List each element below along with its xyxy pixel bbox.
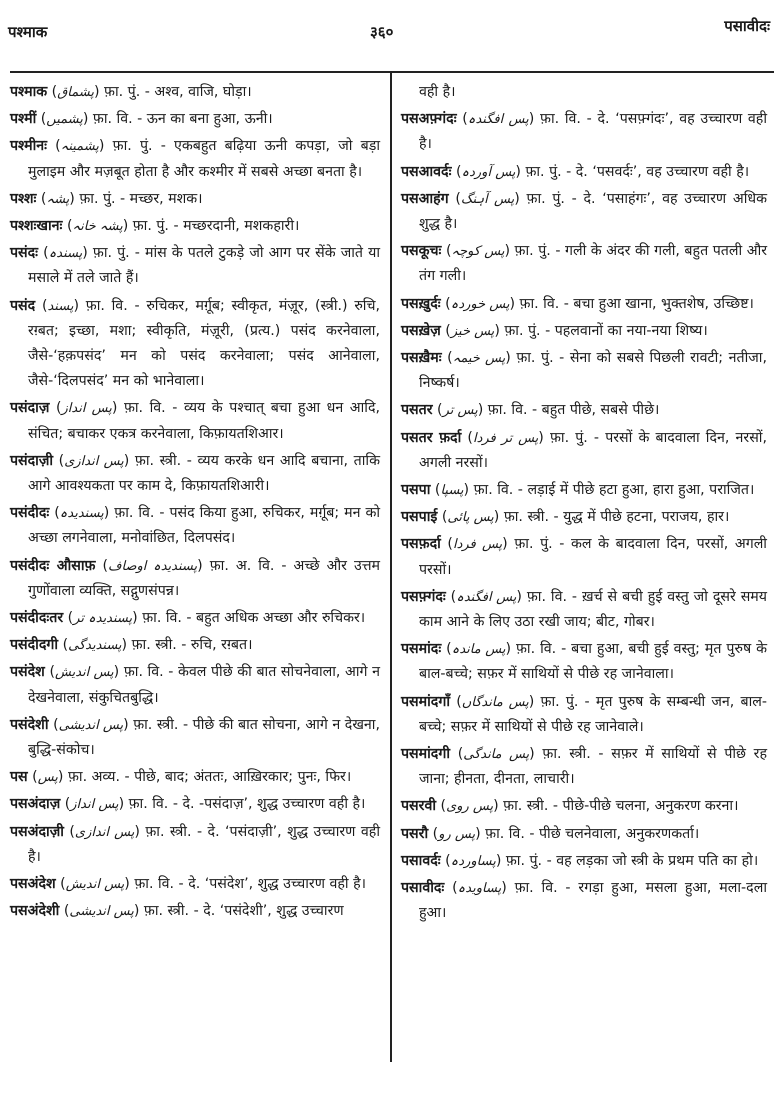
dictionary-entry: पश्शः (پشہ) फ़ा. पुं. - मच्छर, मशक। xyxy=(10,190,203,207)
dictionary-entry: पसअंदाज़ (پس انداز) फ़ा. वि. - दे. -पसंदाज़’, शुद्ध उच्चारण वही है। xyxy=(10,796,366,813)
entry-urdu-spelling: پسندہ xyxy=(48,246,83,262)
entry-gloss: फ़ा. वि. - रगड़ा हुआ, मसला हुआ, मला-दला हुआ। xyxy=(419,880,767,922)
entry-headword: पसरवी xyxy=(401,798,437,815)
dictionary-entry: पसतर फ़र्दा (پس تر فردا) फ़ा. पुं. - परसों के बादवाला दिन, नरसों, अगली नरसों। xyxy=(401,429,767,471)
dictionary-entry: पश्शःखानः (پشہ خانہ) फ़ा. पुं. - मच्छरदानी, मशकहारी। xyxy=(10,218,300,235)
page-number: ३६० xyxy=(370,23,394,41)
header-rule xyxy=(10,71,774,73)
entry-urdu-spelling: پس اندیشی xyxy=(69,904,134,920)
dictionary-entry: पसावर्दः (پساوردہ) फ़ा. पुं. - वह लड़का जो स्त्री के प्रथम पति का हो। xyxy=(401,852,759,869)
dictionary-entry: पसमांदगाँ (پس ماندگاں) फ़ा. पुं. - मृत पुरुष के सम्बन्धी जन, बाल-बच्चे; सफ़र में साथियों से पीछे रह जानेवाले। xyxy=(401,693,768,735)
entry-urdu-spelling: پشہ خانہ xyxy=(72,219,123,235)
dictionary-entry: पसकूचः (پس کوچہ) फ़ा. पुं. - गली के अंदर की गली, बहुत पतली और तंग गली। xyxy=(401,243,768,285)
entry-gloss: फ़ा. पुं. - मांस के पतले टुकड़े जो आग पर सेंके जाते या मसाले में तले जाते हैं। xyxy=(28,245,380,287)
dictionary-entry: पसमांदगी (پس ماندگی) फ़ा. स्त्री. - सफ़र में साथियों से पीछे रह जाना; हीनता, दीनता, लाचारी। xyxy=(401,746,768,788)
dictionary-entry: पसंदाज़ (پس انداز) फ़ा. वि. - व्यय के पश्चात् बचा हुआ धन आदि, संचित; बचाकर एकत्र करनेवाला, किफ़ायतशिआर। xyxy=(10,400,381,442)
entry-urdu-spelling: پسندیدہ اوصاف xyxy=(108,558,198,574)
entry-gloss: फ़ा. वि. - बहुत अधिक अच्छा और रुचिकर। xyxy=(142,610,366,627)
entry-urdu-spelling: پس افگندہ xyxy=(456,589,517,605)
dictionary-entry: पसआहंग (پس آہنگ) फ़ा. पुं. - दे. ‘पसाहंगः’, वह उच्चारण अधिक शुद्ध है। xyxy=(401,190,767,233)
dictionary-entry: पसमांदः (پس ماندہ) फ़ा. वि. - बचा हुआ, बची हुई वस्तु; मृत पुरुष के बाल-बच्चे; सफ़र में साथियों से पीछे रह जानेवाला। xyxy=(401,641,768,683)
entry-urdu-spelling: پشمینہ xyxy=(60,139,99,155)
entry-urdu-spelling: پس xyxy=(37,770,58,786)
dictionary-entry: पश्मीं (پشمیں) फ़ा. वि. - ऊन का बना हुआ, ऊनी। xyxy=(10,111,273,128)
entry-headword: पसमांदः xyxy=(401,641,442,658)
entry-gloss: फ़ा. अ. वि. - अच्छे और उत्तम गुणोंवाला व्यक्ति, सद्गुणसंपन्न। xyxy=(28,557,381,599)
entry-gloss: फ़ा. स्त्री. - दे. ‘पसंदाज़ी’, शुद्ध उच्चारण वही है। xyxy=(28,823,380,865)
entry-urdu-spelling: پس پائی xyxy=(447,510,494,526)
entry-gloss: फ़ा. वि. - पीछे चलनेवाला, अनुकरणकर्ता। xyxy=(485,825,700,842)
dictionary-entry: पसपा (پسپا) फ़ा. वि. - लड़ाई में पीछे हटा हुआ, हारा हुआ, पराजित। xyxy=(401,482,755,499)
dictionary-entry: पसख़ेज़ (پس خیز) फ़ा. पुं. - पहलवानों का नया-नया शिष्य। xyxy=(401,322,708,339)
entry-gloss: फ़ा. वि. - बचा हुआ खाना, भुक्तशेष, उच्छिष्ट। xyxy=(519,295,754,312)
entry-urdu-spelling: پس کوچہ xyxy=(451,244,505,260)
entry-gloss: फ़ा. वि. - ख़र्च से बची हुई वस्तु जो दूसरे समय काम आने के लिए उठा रखी जाय; बीट, गोबर। xyxy=(419,588,768,631)
entry-gloss: फ़ा. पुं. - मच्छरदानी, मशकहारी। xyxy=(132,218,300,235)
entry-urdu-spelling: پس انداز xyxy=(70,797,119,813)
dictionary-entry: पसख़ैमः (پس خیمہ) फ़ा. पुं. - सेना को सबसे पिछली रावटी; नतीजा, निष्कर्ष। xyxy=(401,350,767,392)
entry-gloss: फ़ा. वि. - लड़ाई में पीछे हटा हुआ, हारा हुआ, पराजित। xyxy=(473,482,755,499)
dictionary-entry: पसंदेश (پس اندیش) फ़ा. वि. - केवल पीछे की बात सोचनेवाला, आगे न देखनेवाला, संकुचितबुद्धि। xyxy=(10,664,381,706)
entry-gloss: फ़ा. वि. - रुचिकर, मर्ग़ूब; स्वीकृत, मंज़ूर, (स्त्री.) रुचि, रग़्बत; इच्छा, मशा; स्वीकृति, मंज़ूरी, (प्रत्य.) पसंद करनेवाला, जैसे-‘हक़पसंद’ मन को पसंद करनेवाला; पसंद आनेवाला, जैसे-‘दिलपसंद’ मन को भानेवाला। xyxy=(28,297,381,390)
entry-gloss: फ़ा. वि. - केवल पीछे की बात सोचनेवाला, आगे न देखनेवाला, संकुचितबुद्धि। xyxy=(28,664,381,706)
entry-gloss: फ़ा. स्त्री. - पीछे-पीछे चलना, अनुकरण करना। xyxy=(503,798,739,815)
left-column xyxy=(10,80,380,927)
dictionary-entry: पसअफ़्गंदः (پس افگندہ) फ़ा. वि. - दे. ‘पसफ़्गंदः’, वह उच्चारण वही है। xyxy=(401,111,768,153)
entry-urdu-spelling: پس اندیش xyxy=(55,665,114,681)
dictionary-entry: पसपाई (پس پائی) फ़ा. स्त्री. - युद्ध में पीछे हटना, पराजय, हार। xyxy=(401,509,730,526)
entry-headword: पसंदेश xyxy=(10,664,45,681)
entry-urdu-spelling: پس آہنگ xyxy=(460,191,515,207)
entry-headword: पसख़ुर्दः xyxy=(401,295,441,312)
dictionary-entry: पसअंदाज़ी (پس اندازی) फ़ा. स्त्री. - दे. ‘पसंदाज़ी’, शुद्ध उच्चारण वही है। xyxy=(10,823,380,865)
entry-gloss: फ़ा. पुं. - दे. ‘पसवर्दः’, वह उच्चारण वही है। xyxy=(525,163,750,180)
entry-urdu-spelling: پس ماندہ xyxy=(451,642,506,658)
right-guideword: पसावीदः xyxy=(724,17,770,35)
dictionary-entry: पसंदीदः औसाफ़ (پسندیدہ اوصاف) फ़ा. अ. वि. - अच्छे और उत्तम गुणोंवाला व्यक्ति, सद्गुणसंपन्न। xyxy=(10,557,381,599)
entry-headword: पसअंदेश xyxy=(10,876,56,893)
entry-urdu-spelling: پس خیمہ xyxy=(452,351,506,367)
entry-headword: पसंदीदः xyxy=(10,505,50,522)
dictionary-entry: पस (پس) फ़ा. अव्य. - पीछे, बाद; अंततः, आख़िरकार; पुनः, फिर। xyxy=(10,769,352,786)
entry-urdu-spelling: پس آوردہ xyxy=(461,164,516,180)
entry-urdu-spelling: پس روی xyxy=(446,799,494,815)
entry-headword: पसंदाज़ xyxy=(10,400,50,417)
dictionary-entry: पसअंदेशी (پس اندیشی) फ़ा. स्त्री. - दे. ‘पसंदेशी’, शुद्ध उच्चारण xyxy=(10,903,344,920)
entry-gloss: फ़ा. पुं. - दे. ‘पसाहंगः’, वह उच्चारण अधिक शुद्ध है। xyxy=(419,190,767,233)
dictionary-entry: पसंदः (پسندہ) फ़ा. पुं. - मांस के पतले टुकड़े जो आग पर सेंके जाते या मसाले में तले जाते हैं। xyxy=(10,245,380,287)
entry-urdu-spelling: پس فردا xyxy=(452,537,503,553)
entry-headword: पश्मीनः xyxy=(10,138,47,155)
dictionary-entry: पसफ़र्दा (پس فردا) फ़ा. पुं. - कल के बादवाला दिन, परसों, अगली परसों। xyxy=(401,536,767,578)
entry-gloss: फ़ा. पुं. - अश्व, वाजि, घोड़ा। xyxy=(104,84,252,100)
entry-urdu-spelling: پسپا xyxy=(440,483,464,499)
entry-urdu-spelling: پساوردہ xyxy=(450,853,496,869)
dictionary-entry: पश्मीनः (پشمینہ) फ़ा. पुं. - एकबहुत बढ़िया ऊनी कपड़ा, जो बड़ा मुलाइम और मज़बूत होता है और कश्मीर में सबसे अच्छा बनता है। xyxy=(10,138,380,180)
entry-gloss: फ़ा. वि. - दे. ‘पसंदेश’, शुद्ध उच्चारण वही है। xyxy=(134,876,366,893)
entry-urdu-spelling: پس اندیش xyxy=(65,877,125,893)
dictionary-entry: पसरौ (پس رو) फ़ा. वि. - पीछे चलनेवाला, अनुकरणकर्ता। xyxy=(401,825,700,842)
entry-headword: पसफ़्गंदः xyxy=(401,588,446,605)
entry-headword: पसंदेशी xyxy=(10,716,49,733)
entry-urdu-spelling: پس رو xyxy=(438,826,476,842)
entry-gloss: फ़ा. स्त्री. - सफ़र में साथियों से पीछे रह जाना; हीनता, दीनता, लाचारी। xyxy=(419,746,768,788)
entry-urdu-spelling: پسندیدہ xyxy=(59,506,104,522)
dictionary-entry: पसंदीदःतर (پسندیدہ تر) फ़ा. वि. - बहुत अधिक अच्छा और रुचिकर। xyxy=(10,610,366,627)
entry-headword: पसकूचः xyxy=(401,243,442,260)
entry-urdu-spelling: پشماق xyxy=(57,85,94,100)
dictionary-entry: पसंदीदगी (پسندیدگی) फ़ा. स्त्री. - रुचि, रग़्बत। xyxy=(10,637,253,654)
dictionary-entry: पसावीदः (پساویدہ) फ़ा. वि. - रगड़ा हुआ, मसला हुआ, मला-दला हुआ। xyxy=(401,880,767,922)
entry-gloss: फ़ा. वि. - पसंद किया हुआ, रुचिकर, मर्ग़ूब; मन को अच्छा लगनेवाला, मनोवांछित, दिलपसंद। xyxy=(28,505,381,547)
entry-headword: पश्मीं xyxy=(10,111,37,128)
entry-headword: पसमांदगी xyxy=(401,746,451,763)
page-header xyxy=(0,14,780,44)
entry-headword: पसंदीदःतर xyxy=(10,610,64,627)
dictionary-entry: पसंद (پسند) फ़ा. वि. - रुचिकर, मर्ग़ूब; स्वीकृत, मंज़ूर, (स्त्री.) रुचि, रग़्बत; इच्छा, मशा; स्वीकृति, मंज़ूरी, (प्रत्य.) पसंद करनेवाला, जैसे-‘हक़पसंद’ मन को पसंद करनेवाला; पसंद आनेवाला, जैसे-‘दिलपसंद’ मन को भानेवाला। xyxy=(10,297,381,390)
dictionary-entry: पश्माक (پشماق) फ़ा. पुं. - अश्व, वाजि, घोड़ा। xyxy=(10,84,252,100)
entry-gloss: फ़ा. वि. - ऊन का बना हुआ, ऊनी। xyxy=(92,111,273,128)
dictionary-entry: पसआवर्दः (پس آوردہ) फ़ा. पुं. - दे. ‘पसवर्दः’, वह उच्चारण वही है। xyxy=(401,163,750,180)
entry-urdu-spelling: پشمیں xyxy=(46,112,83,128)
entry-urdu-spelling: پسندیدگی xyxy=(68,638,122,654)
entry-urdu-spelling: پس افگندہ xyxy=(467,112,529,128)
dictionary-entry: पसंदेशी (پس اندیشی) फ़ा. स्त्री. - पीछे की बात सोचना, आगे न देखना, बुद्धि-संकोच। xyxy=(10,716,380,759)
entry-headword: पसमांदगाँ xyxy=(401,693,451,710)
entry-gloss: फ़ा. पुं. - वह लड़का जो स्त्री के प्रथम पति का हो। xyxy=(505,852,759,869)
entry-headword: पसआहंग xyxy=(401,190,449,207)
entry-gloss: फ़ा. पुं. - मच्छर, मशक। xyxy=(79,190,203,207)
entry-headword: पसख़ेज़ xyxy=(401,322,441,339)
entry-headword: पसआवर्दः xyxy=(401,163,452,180)
entry-urdu-spelling: پس اندازی xyxy=(64,453,124,469)
entry-gloss: फ़ा. वि. - बहुत पीछे, सबसे पीछे। xyxy=(487,402,660,419)
entry-urdu-spelling: پسندیدہ تر xyxy=(73,611,133,627)
entry-gloss: फ़ा. पुं. - कल के बादवाला दिन, परसों, अगली परसों। xyxy=(419,536,767,578)
entry-gloss: फ़ा. स्त्री. - युद्ध में पीछे हटना, पराजय, हार। xyxy=(503,509,730,526)
entry-urdu-spelling: پساویدہ xyxy=(457,881,502,897)
left-guideword: पश्माक xyxy=(8,23,48,41)
dictionary-entry: पसंदीदः (پسندیدہ) फ़ा. वि. - पसंद किया हुआ, रुचिकर, मर्ग़ूब; मन को अच्छा लगनेवाला, मनोवांछित, दिलपसंद। xyxy=(10,505,381,547)
column-divider xyxy=(390,71,392,1062)
dictionary-entry: पसअंदेश (پس اندیش) फ़ा. वि. - दे. ‘पसंदेश’, शुद्ध उच्चारण वही है। xyxy=(10,876,366,893)
entry-headword: पसअफ़्गंदः xyxy=(401,111,457,128)
entry-urdu-spelling: پس تر فردا xyxy=(472,430,539,446)
entry-gloss: फ़ा. स्त्री. - व्यय करके धन आदि बचाना, ताकि आगे आवश्यकता पर काम दे, किफ़ायतशिआरी। xyxy=(28,452,380,495)
entry-headword: पश्शः xyxy=(10,190,37,207)
entry-headword: पसंदीदः औसाफ़ xyxy=(10,557,96,574)
entry-gloss: फ़ा. पुं. - मृत पुरुष के सम्बन्धी जन, बाल-बच्चे; सफ़र में साथियों से पीछे रह जानेवाले। xyxy=(419,693,768,735)
dictionary-entry: पसफ़्गंदः (پس افگندہ) फ़ा. वि. - ख़र्च से बची हुई वस्तु जो दूसरे समय काम आने के लिए उठा रखी जाय; बीट, गोबर। xyxy=(401,588,768,631)
entry-urdu-spelling: پس ماندگی xyxy=(463,747,530,763)
entry-headword: पसख़ैमः xyxy=(401,350,442,367)
entry-headword: पसफ़र्दा xyxy=(401,536,441,553)
entry-gloss: फ़ा. अव्य. - पीछे, बाद; अंततः, आख़िरकार; पुनः, फिर। xyxy=(67,769,352,786)
entry-headword: पसावर्दः xyxy=(401,852,441,869)
entry-gloss: फ़ा. वि. - दे. -पसंदाज़’, शुद्ध उच्चारण वही है। xyxy=(128,796,366,813)
entry-headword: पसअंदाज़ xyxy=(10,796,61,813)
dictionary-entry: पसरवी (پس روی) फ़ा. स्त्री. - पीछे-पीछे चलना, अनुकरण करना। xyxy=(401,798,739,815)
entry-gloss: फ़ा. पुं. - एकबहुत बढ़िया ऊनी कपड़ा, जो बड़ा मुलाइम और मज़बूत होता है और कश्मीर में सबसे अच्छा बनता है। xyxy=(28,138,380,180)
entry-headword: पसअंदाज़ी xyxy=(10,823,64,840)
entry-urdu-spelling: پس خوردہ xyxy=(450,296,510,312)
entry-headword: पसंद xyxy=(10,297,36,314)
entry-urdu-spelling: پس اندازی xyxy=(74,824,135,840)
entry-headword: पसअंदेशी xyxy=(10,903,60,920)
entry-gloss: फ़ा. स्त्री. - रुचि, रग़्बत। xyxy=(131,637,253,654)
entry-headword: पसपाई xyxy=(401,509,438,526)
entry-gloss: फ़ा. स्त्री. - दे. ‘पसंदेशी’, शुद्ध उच्चारण xyxy=(143,903,344,920)
entry-gloss: फ़ा. पुं. - गली के अंदर की गली, बहुत पतली और तंग गली। xyxy=(419,243,768,285)
entry-headword: पस xyxy=(10,769,28,786)
entry-headword: पसंदः xyxy=(10,245,39,262)
right-column xyxy=(401,80,767,929)
entry-gloss: फ़ा. पुं. - परसों के बादवाला दिन, नरसों, अगली नरसों। xyxy=(419,429,767,471)
entry-headword: पसंदीदगी xyxy=(10,637,59,654)
entry-headword: पसतर xyxy=(401,402,433,419)
entry-headword: पसतर फ़र्दा xyxy=(401,429,462,446)
dictionary-entry: पसख़ुर्दः (پس خوردہ) फ़ा. वि. - बचा हुआ खाना, भुक्तशेष, उच्छिष्ट। xyxy=(401,295,754,312)
entry-urdu-spelling: پس خیز xyxy=(450,323,495,339)
entry-gloss: फ़ा. वि. - व्यय के पश्चात् बचा हुआ धन आदि, संचित; बचाकर एकत्र करनेवाला, किफ़ायतशिआर। xyxy=(28,400,381,442)
entry-urdu-spelling: پشہ xyxy=(46,191,70,207)
entry-gloss: फ़ा. पुं. - पहलवानों का नया-नया शिष्य। xyxy=(504,322,708,339)
entry-gloss: फ़ा. वि. - दे. ‘पसफ़्गंदः’, वह उच्चारण वही है। xyxy=(419,111,768,153)
entry-continuation: वही है। xyxy=(419,84,456,100)
entry-urdu-spelling: پس اندیشی xyxy=(58,717,124,733)
entry-headword: पसपा xyxy=(401,482,431,499)
dictionary-entry: पसतर (پس تر) फ़ा. वि. - बहुत पीछे, सबसे पीछे। xyxy=(401,402,660,419)
entry-headword: पसावीदः xyxy=(401,880,445,897)
entry-urdu-spelling: پس ماندگاں xyxy=(461,694,529,710)
entry-gloss: फ़ा. पुं. - सेना को सबसे पिछली रावटी; नतीजा, निष्कर्ष। xyxy=(419,350,767,392)
entry-gloss: फ़ा. स्त्री. - पीछे की बात सोचना, आगे न देखना, बुद्धि-संकोच। xyxy=(28,716,380,759)
entry-headword: पश्माक xyxy=(10,84,48,100)
dictionary-entry: पसंदाज़ी (پس اندازی) फ़ा. स्त्री. - व्यय करके धन आदि बचाना, ताकि आगे आवश्यकता पर काम दे, किफ़ायतशिआरी। xyxy=(10,452,380,495)
entry-urdu-spelling: پس انداز xyxy=(61,401,112,417)
entry-headword: पश्शःखानः xyxy=(10,218,63,235)
entry-urdu-spelling: پس تر xyxy=(442,403,478,419)
entry-gloss: फ़ा. वि. - बचा हुआ, बची हुई वस्तु; मृत पुरुष के बाल-बच्चे; सफ़र में साथियों से पीछे रह जानेवाला। xyxy=(419,641,768,683)
entry-urdu-spelling: پسند xyxy=(47,298,74,314)
entry-headword: पसंदाज़ी xyxy=(10,452,54,469)
entry-headword: पसरौ xyxy=(401,825,429,842)
